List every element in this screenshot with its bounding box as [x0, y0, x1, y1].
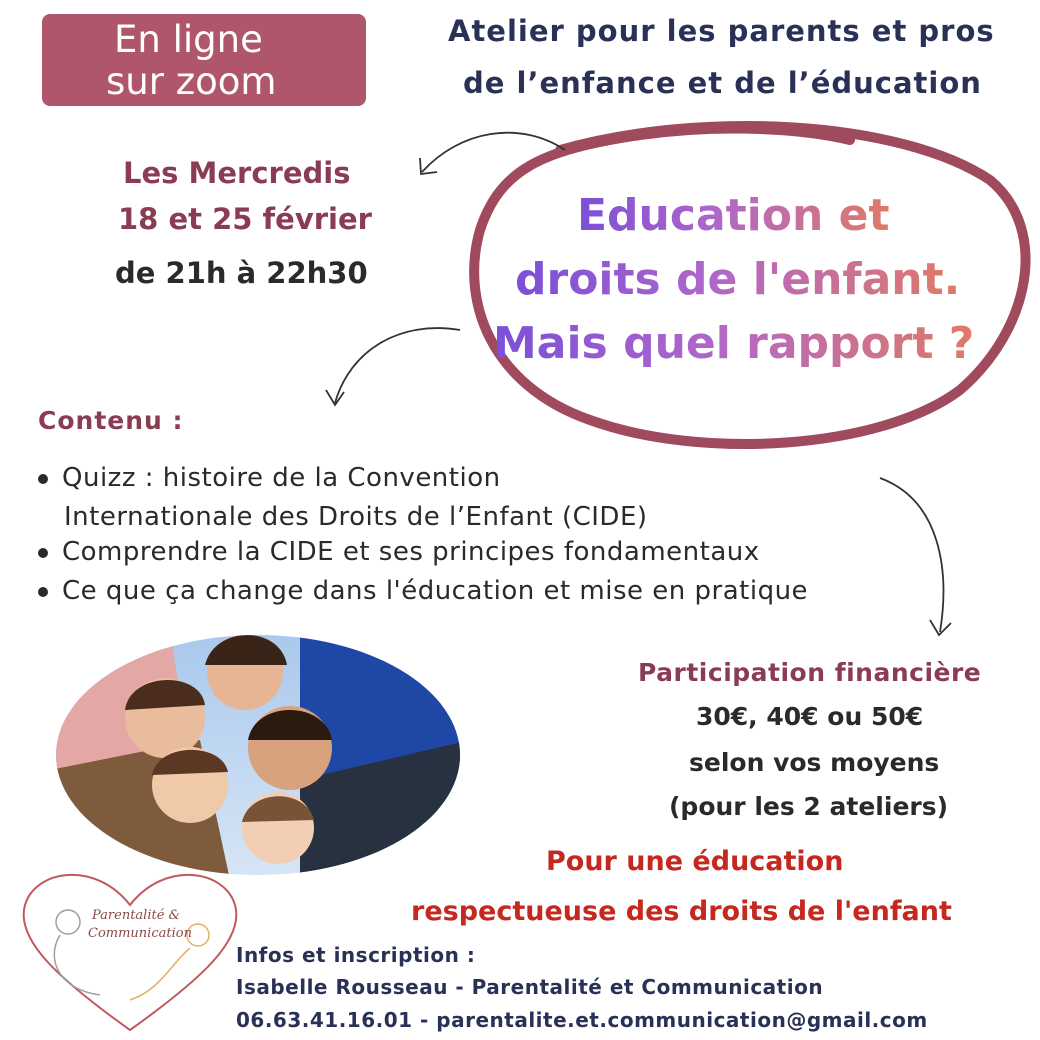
info-name: Isabelle Rousseau - Parentalité et Communication — [236, 975, 824, 999]
info-label: Infos et inscription : — [236, 943, 476, 967]
content-item-continued: Internationale des Droits de l’Enfant (CIDE) — [64, 502, 648, 532]
title-line-2: droits de l'enfant. — [515, 254, 961, 305]
badge-line-1: En ligne — [114, 18, 263, 61]
logo-text-2: Communication — [88, 926, 192, 941]
participation-means: selon vos moyens — [689, 748, 940, 777]
schedule-day: Les Mercredis — [123, 156, 351, 190]
participation-heading: Participation financière — [638, 658, 982, 687]
content-item: Ce que ça change dans l'éducation et mise en pratique — [38, 576, 808, 606]
logo-heart-icon — [24, 875, 237, 1030]
children-photo — [50, 630, 470, 890]
bullet-icon — [38, 548, 48, 558]
participation-note: (pour les 2 ateliers) — [669, 792, 949, 821]
arrow-curve-3 — [880, 478, 943, 632]
title-line-1: Education et — [577, 190, 890, 241]
info-contact[interactable]: 06.63.41.16.01 - parentalite.et.communication@gmail.com — [236, 1008, 928, 1032]
bullet-icon — [38, 587, 48, 597]
header-line-1: Atelier pour les parents et pros — [448, 14, 995, 48]
participation-prices: 30€, 40€ ou 50€ — [696, 702, 924, 731]
content-item: Quizz : histoire de la Convention — [38, 463, 501, 493]
bullet-icon — [38, 474, 48, 484]
schedule-time: de 21h à 22h30 — [115, 256, 368, 290]
schedule-dates: 18 et 25 février — [118, 202, 372, 236]
logo-text-1: Parentalité & — [92, 908, 181, 923]
content-heading: Contenu : — [38, 406, 184, 435]
arrow-curve-2 — [335, 328, 460, 403]
slogan-line-2: respectueuse des droits de l'enfant — [411, 896, 952, 927]
arrow-curve-1 — [422, 133, 565, 172]
slogan-line-1: Pour une éducation — [546, 846, 844, 877]
badge-line-2: sur zoom — [106, 60, 277, 103]
title-line-3: Mais quel rapport ? — [493, 318, 975, 369]
header-line-2: de l’enfance et de l’éducation — [463, 66, 982, 100]
content-item: Comprendre la CIDE et ses principes fondamentaux — [38, 537, 760, 567]
